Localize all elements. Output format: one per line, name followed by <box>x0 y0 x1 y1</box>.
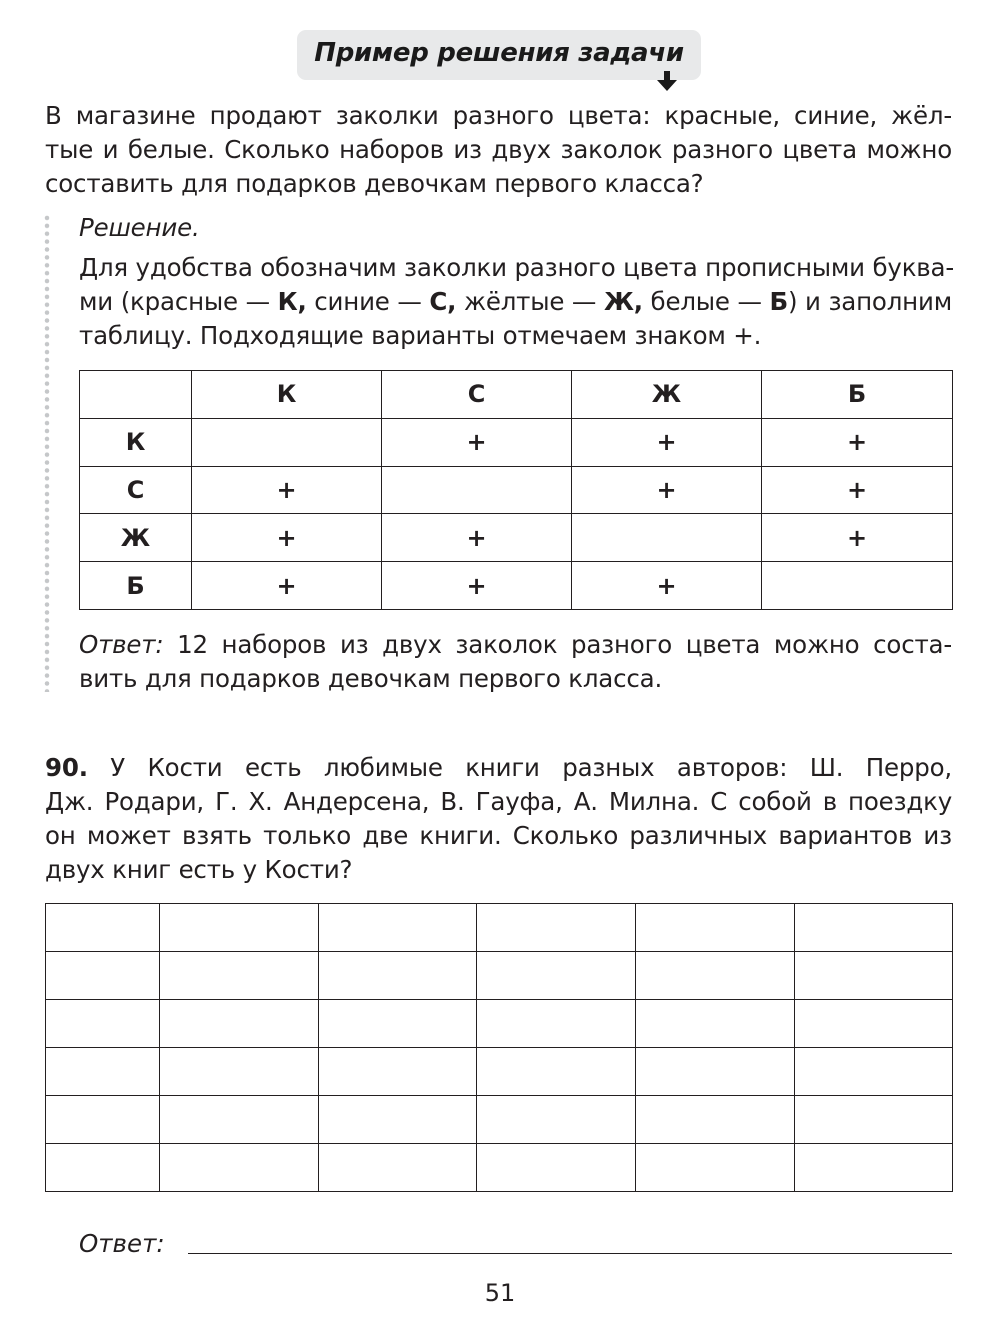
blank-cell[interactable] <box>636 952 795 1000</box>
blank-cell[interactable] <box>319 1096 477 1144</box>
blank-cell[interactable] <box>795 952 953 1000</box>
table-row <box>80 418 953 466</box>
blank-cell[interactable] <box>46 904 160 952</box>
table-cell <box>382 466 572 514</box>
blank-cell[interactable] <box>477 1000 636 1048</box>
task-text-line: двух книг есть у Кости? <box>45 855 353 884</box>
blank-cell[interactable] <box>636 1144 795 1192</box>
blank-cell[interactable] <box>319 1000 477 1048</box>
table-cell <box>80 371 192 419</box>
blank-cell[interactable] <box>160 1000 319 1048</box>
arrow-down-icon <box>655 70 679 94</box>
blank-cell[interactable] <box>46 1000 160 1048</box>
table-cell: + <box>192 562 382 610</box>
blank-cell[interactable] <box>636 1048 795 1096</box>
task-number: 90. <box>45 753 88 782</box>
blank-cell[interactable] <box>477 952 636 1000</box>
answer-label: Ответ: <box>79 630 164 659</box>
table-row <box>46 904 953 952</box>
solution-text-line: таблицу. Подходящие варианты отмечаем знаком +. <box>79 321 762 350</box>
table-cell: С <box>382 371 572 419</box>
table-cell: + <box>762 466 953 514</box>
table-row <box>80 466 953 514</box>
table-cell: + <box>572 562 762 610</box>
blank-cell[interactable] <box>319 904 477 952</box>
blank-cell[interactable] <box>46 1096 160 1144</box>
dotted-margin-rule <box>44 214 50 692</box>
table-cell: + <box>192 466 382 514</box>
table-cell: + <box>382 562 572 610</box>
table-cell: Ж <box>80 514 192 562</box>
table-row <box>46 1096 953 1144</box>
table-row <box>80 562 953 610</box>
table-cell: К <box>192 371 382 419</box>
blank-cell[interactable] <box>46 952 160 1000</box>
solution-text-line: ми (красные — К, синие — С, жёлтые — Ж, белые — Б) и заполним <box>79 287 952 316</box>
blank-cell[interactable] <box>477 1096 636 1144</box>
blank-cell[interactable] <box>319 952 477 1000</box>
table-row <box>46 1048 953 1096</box>
blank-cell[interactable] <box>795 1096 953 1144</box>
task-answer-label: Ответ: <box>79 1229 165 1258</box>
table-row <box>46 1000 953 1048</box>
blank-cell[interactable] <box>319 1048 477 1096</box>
table-cell: + <box>762 418 953 466</box>
table-cell: С <box>80 466 192 514</box>
problem-text-line: В магазине продают заколки разного цвета: красные, синие, жёл- <box>45 101 952 130</box>
blank-cell[interactable] <box>160 952 319 1000</box>
blank-cell[interactable] <box>477 1144 636 1192</box>
blank-cell[interactable] <box>160 1048 319 1096</box>
blank-cell[interactable] <box>160 1144 319 1192</box>
table-cell <box>762 562 953 610</box>
blank-cell[interactable] <box>795 1144 953 1192</box>
example-answer-line: Ответ: 12 наборов из двух заколок разного цвета можно соста- <box>79 630 952 659</box>
example-header-title: Пример решения задачи <box>314 38 684 68</box>
table-cell: + <box>572 466 762 514</box>
solution-label: Решение. <box>79 213 200 242</box>
blank-answer-table[interactable] <box>45 903 953 1192</box>
table-cell: + <box>382 418 572 466</box>
blank-cell[interactable] <box>319 1144 477 1192</box>
blank-cell[interactable] <box>795 1000 953 1048</box>
blank-cell[interactable] <box>46 1144 160 1192</box>
table-cell: + <box>572 418 762 466</box>
blank-cell[interactable] <box>160 1096 319 1144</box>
table-cell: + <box>762 514 953 562</box>
table-cell: Б <box>762 371 953 419</box>
answer-input-line[interactable] <box>188 1253 952 1254</box>
solution-text-line: Для удобства обозначим заколки разного цвета прописными буква- <box>79 253 954 282</box>
problem-text-line: составить для подарков девочкам первого класса? <box>45 169 704 198</box>
combination-table <box>79 370 953 610</box>
blank-cell[interactable] <box>636 1096 795 1144</box>
table-cell <box>192 418 382 466</box>
blank-cell[interactable] <box>636 1000 795 1048</box>
table-cell: Ж <box>572 371 762 419</box>
example-answer-line: вить для подарков девочкам первого класса. <box>79 664 663 693</box>
table-header-row <box>80 371 953 419</box>
blank-cell[interactable] <box>46 1048 160 1096</box>
task-text-line: он может взять только две книги. Сколько различных вариантов из <box>45 821 952 850</box>
task-text-line: Дж. Родари, Г. Х. Андерсена, В. Гауфа, А. Милна. С собой в поездку <box>45 787 952 816</box>
table-cell: + <box>382 514 572 562</box>
blank-cell[interactable] <box>795 904 953 952</box>
task-text-line: 90. У Кости есть любимые книги разных авторов: Ш. Перро, <box>45 753 952 782</box>
table-cell: + <box>192 514 382 562</box>
page-number: 51 <box>484 1279 516 1307</box>
table-row <box>46 1144 953 1192</box>
problem-text-line: тые и белые. Сколько наборов из двух заколок разного цвета можно <box>45 135 952 164</box>
blank-cell[interactable] <box>160 904 319 952</box>
table-cell <box>572 514 762 562</box>
example-header <box>297 30 701 80</box>
table-cell: Б <box>80 562 192 610</box>
table-cell: К <box>80 418 192 466</box>
table-row <box>46 952 953 1000</box>
blank-cell[interactable] <box>477 904 636 952</box>
table-row <box>80 514 953 562</box>
blank-cell[interactable] <box>795 1048 953 1096</box>
blank-cell[interactable] <box>636 904 795 952</box>
blank-cell[interactable] <box>477 1048 636 1096</box>
